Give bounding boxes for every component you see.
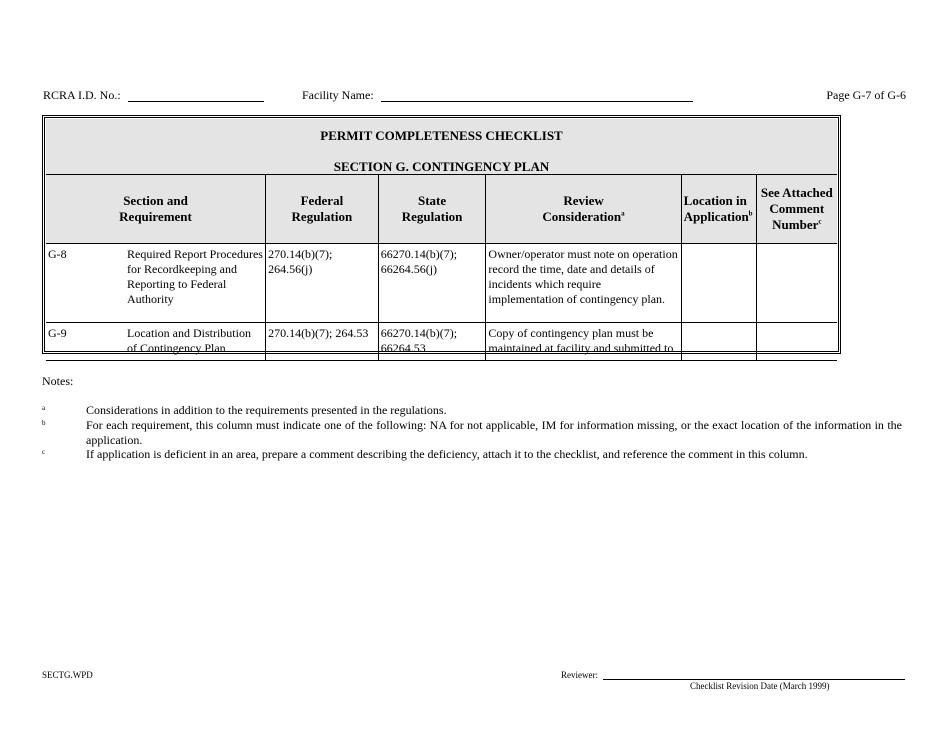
rcra-id-blank	[128, 89, 264, 102]
location-in-application-cell[interactable]	[681, 323, 756, 361]
requirement-number: G-9	[48, 326, 67, 340]
revision-date: Checklist Revision Date (March 1999)	[690, 681, 830, 691]
requirement-number: G-8	[48, 247, 67, 261]
notes-title: Notes:	[42, 374, 74, 388]
location-in-application-cell[interactable]	[681, 244, 756, 323]
requirement-cell	[46, 244, 266, 323]
requirement-cell	[46, 323, 266, 361]
col-header-review: Review Consideration$^a$	[486, 175, 681, 244]
note-text: If application is deficient in an area, prepare a comment describing the deficiency, attach it to the checklist, and reference the comment in this column.	[86, 447, 808, 461]
reviewer-field	[561, 670, 905, 680]
reviewer-blank	[603, 670, 905, 680]
facility-name-blank	[381, 89, 693, 102]
facility-name-field	[302, 88, 693, 102]
file-name: SECTG.WPD	[42, 670, 93, 680]
federal-regulation-cell: 270.14(b)(7); 264.56(j)	[266, 244, 379, 323]
page-number: Page G-7 of G-6	[826, 88, 906, 102]
checklist-title-band	[46, 119, 837, 175]
requirement-text: Required Report Procedures for Recordkeeping and Reporting to Federal Authority	[127, 247, 263, 306]
col-header-state: State Regulation	[378, 175, 486, 244]
review-consideration-cell: Owner/operator must note on operation record the time, date and details of incidents which require implementation of contingency plan.	[486, 244, 681, 323]
note-text: Considerations in addition to the requirements presented in the regulations.	[86, 403, 447, 417]
note-marker: b	[42, 419, 46, 427]
rcra-id-label: RCRA I.D. No.:	[43, 88, 121, 102]
checklist-grid	[46, 174, 837, 361]
note-c	[42, 447, 902, 462]
federal-regulation-cell: 270.14(b)(7); 264.53	[266, 323, 379, 361]
state-regulation-cell: 66270.14(b)(7); 66264.53	[378, 323, 486, 361]
checklist-table	[42, 115, 841, 354]
note-marker: c	[42, 448, 46, 456]
note-marker: a	[42, 404, 46, 412]
reviewer-label: Reviewer:	[561, 670, 598, 680]
table-row	[46, 244, 837, 323]
column-header-row	[46, 175, 837, 244]
comment-number-cell[interactable]	[756, 323, 837, 361]
requirement-text: Location and Distribution of Contingency Plan	[127, 326, 251, 355]
note-a	[42, 403, 902, 418]
checklist-title: PERMIT COMPLETENESS CHECKLIST	[320, 128, 563, 143]
col-header-comment: See Attached Comment Number$^c$	[756, 175, 837, 244]
facility-name-label: Facility Name:	[302, 88, 374, 102]
comment-number-cell[interactable]	[756, 244, 837, 323]
note-b	[42, 418, 902, 448]
col-header-federal: Federal Regulation	[266, 175, 379, 244]
note-text: For each requirement, this column must indicate one of the following: NA for not applicable, IM for information missing, or the exact location of the information in the application.	[86, 418, 902, 447]
col-header-section: Section and Requirement	[46, 175, 266, 244]
state-regulation-cell: 66270.14(b)(7); 66264.56(j)	[378, 244, 486, 323]
rcra-id-field	[43, 88, 264, 102]
checklist-section: SECTION G. CONTINGENCY PLAN	[333, 159, 550, 174]
col-header-location: Location in Application$^b$	[681, 175, 756, 244]
table-row	[46, 323, 837, 361]
review-consideration-cell: Copy of contingency plan must be maintained at facility and submitted to	[486, 323, 681, 361]
